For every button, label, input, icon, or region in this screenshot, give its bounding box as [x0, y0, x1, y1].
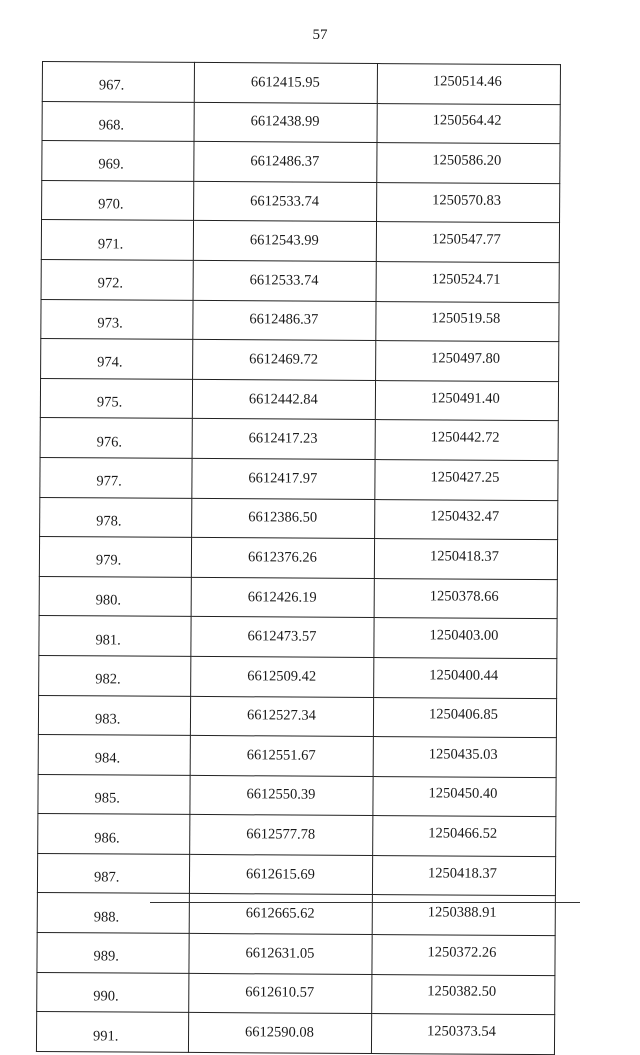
point-number-cell: 969. [42, 141, 194, 182]
table-row [39, 655, 557, 698]
y-coordinate-cell: 1250491.40 [375, 380, 558, 421]
table-row [36, 1012, 554, 1055]
table-row [39, 576, 557, 619]
page-number: 57 [312, 27, 328, 43]
y-coordinate-cell: 1250378.66 [374, 578, 557, 619]
table-row [38, 695, 556, 738]
y-coordinate-cell: 1250418.37 [372, 855, 555, 896]
point-number-cell: 976. [40, 418, 192, 459]
y-coordinate-cell: 1250564.42 [377, 103, 560, 144]
x-coordinate-cell: 6612610.57 [189, 973, 372, 1014]
x-coordinate-cell: 6612417.97 [192, 458, 375, 499]
point-number-cell: 984. [38, 735, 190, 776]
table-row [41, 299, 559, 342]
x-coordinate-cell: 6612376.26 [191, 538, 374, 579]
point-number-cell: 970. [42, 180, 194, 221]
table-row [42, 101, 560, 144]
x-coordinate-cell: 6612473.57 [191, 617, 374, 658]
x-coordinate-cell: 6612527.34 [190, 696, 373, 737]
y-coordinate-cell: 1250524.71 [376, 262, 559, 303]
y-coordinate-cell: 1250427.25 [375, 459, 558, 500]
y-coordinate-cell: 1250432.47 [375, 499, 558, 540]
table-row [41, 220, 559, 263]
point-number-cell: 987. [37, 853, 189, 894]
point-number-cell: 974. [41, 339, 193, 380]
y-coordinate-cell: 1250372.26 [372, 935, 555, 976]
point-number-cell: 985. [38, 774, 190, 815]
coordinates-table-body [36, 62, 560, 1055]
x-coordinate-cell: 6612509.42 [191, 656, 374, 697]
y-coordinate-cell: 1250418.37 [374, 539, 557, 580]
x-coordinate-cell: 6612550.39 [190, 775, 373, 816]
table-row [39, 616, 557, 659]
table-row [37, 853, 555, 896]
point-number-cell: 986. [38, 814, 190, 855]
point-number-cell: 990. [37, 972, 189, 1013]
x-coordinate-cell: 6612486.37 [194, 142, 377, 183]
table-row [40, 497, 558, 540]
point-number-cell: 967. [42, 62, 194, 103]
y-coordinate-cell: 1250373.54 [371, 1014, 554, 1055]
table-row [37, 972, 555, 1015]
y-coordinate-cell: 1250382.50 [372, 974, 555, 1015]
x-coordinate-cell: 6612469.72 [193, 340, 376, 381]
point-number-cell: 972. [41, 259, 193, 300]
table-row [41, 339, 559, 382]
y-coordinate-cell: 1250570.83 [377, 182, 560, 223]
x-coordinate-cell: 6612533.74 [193, 260, 376, 301]
x-coordinate-cell: 6612442.84 [192, 379, 375, 420]
point-number-cell: 989. [37, 933, 189, 974]
point-number-cell: 983. [38, 695, 190, 736]
y-coordinate-cell: 1250450.40 [373, 776, 556, 817]
y-coordinate-cell: 1250388.91 [372, 895, 555, 936]
point-number-cell: 981. [39, 616, 191, 657]
point-number-cell: 977. [40, 457, 192, 498]
bottom-rule [150, 902, 580, 903]
point-number-cell: 968. [42, 101, 194, 142]
x-coordinate-cell: 6612417.23 [192, 419, 375, 460]
table-row [37, 933, 555, 976]
x-coordinate-cell: 6612386.50 [192, 498, 375, 539]
y-coordinate-cell: 1250514.46 [377, 64, 560, 105]
point-number-cell: 978. [40, 497, 192, 538]
y-coordinate-cell: 1250586.20 [377, 143, 560, 184]
point-number-cell: 982. [39, 655, 191, 696]
point-number-cell: 975. [40, 378, 192, 419]
y-coordinate-cell: 1250547.77 [376, 222, 559, 263]
table-row [38, 814, 556, 857]
y-coordinate-cell: 1250435.03 [373, 737, 556, 778]
x-coordinate-cell: 6612590.08 [188, 1013, 371, 1054]
x-coordinate-cell: 6612415.95 [194, 62, 377, 103]
table-row [40, 418, 558, 461]
x-coordinate-cell: 6612615.69 [189, 854, 372, 895]
table-row [37, 893, 555, 936]
table-row [39, 537, 557, 580]
y-coordinate-cell: 1250519.58 [376, 301, 559, 342]
table-row [42, 62, 560, 105]
y-coordinate-cell: 1250400.44 [374, 657, 557, 698]
x-coordinate-cell: 6612665.62 [189, 894, 372, 935]
x-coordinate-cell: 6612426.19 [191, 577, 374, 618]
point-number-cell: 988. [37, 893, 189, 934]
x-coordinate-cell: 6612543.99 [193, 221, 376, 262]
point-number-cell: 971. [41, 220, 193, 261]
y-coordinate-cell: 1250466.52 [373, 816, 556, 857]
y-coordinate-cell: 1250403.00 [374, 618, 557, 659]
y-coordinate-cell: 1250497.80 [376, 341, 559, 382]
point-number-cell: 979. [39, 537, 191, 578]
table-row [38, 774, 556, 817]
point-number-cell: 980. [39, 576, 191, 617]
x-coordinate-cell: 6612486.37 [193, 300, 376, 341]
coordinates-table [36, 61, 561, 1055]
table-row [41, 259, 559, 302]
x-coordinate-cell: 6612577.78 [190, 815, 373, 856]
table-row [38, 735, 556, 778]
x-coordinate-cell: 6612551.67 [190, 736, 373, 777]
table-row [42, 141, 560, 184]
x-coordinate-cell: 6612438.99 [194, 102, 377, 143]
y-coordinate-cell: 1250406.85 [373, 697, 556, 738]
point-number-cell: 973. [41, 299, 193, 340]
x-coordinate-cell: 6612631.05 [189, 933, 372, 974]
point-number-cell: 991. [36, 1012, 188, 1053]
x-coordinate-cell: 6612533.74 [194, 181, 377, 222]
table-row [42, 180, 560, 223]
y-coordinate-cell: 1250442.72 [375, 420, 558, 461]
table-row [40, 457, 558, 500]
table-row [40, 378, 558, 421]
